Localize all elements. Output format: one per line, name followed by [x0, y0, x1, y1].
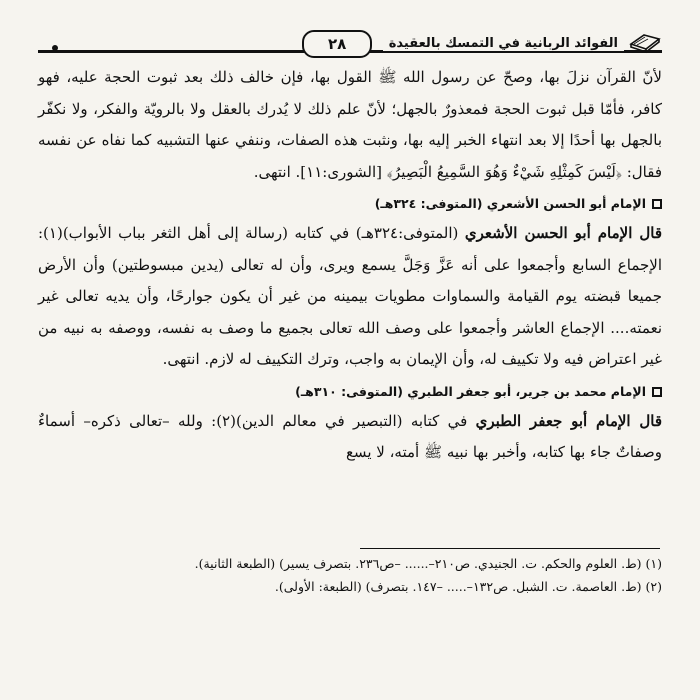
section-text: في كتابه (التبصير في معالم الدين)(٢): ولله –تعالى ذكره– أسماءٌ وصفاتٌ جاء بها كتابه، وأخبر بها نبيه ﷺ أمته، لا يسع [38, 411, 662, 461]
square-bullet-icon [652, 387, 662, 397]
main-text [38, 62, 662, 469]
header-ornament-dot [52, 45, 58, 51]
lead-phrase: قال الإمام أبو جعفر الطبري [475, 411, 662, 430]
footnote: (١) (ط. العلوم والحكم. ت. الجنيدي. ص٢١٠–...... –ص٢٣٦. بتصرف يسير) (الطبعة الثانية). [194, 556, 662, 571]
footnotes [38, 552, 662, 598]
section-paragraph [38, 218, 662, 376]
footnote: (٢) (ط. العاصمة. ت. الشبل. ص١٣٢–..... –١٤٧. بتصرف) (الطبعة: الأولى). [274, 579, 662, 594]
section-text: (المتوفى:٣٢٤هـ) في كتابه (رسالة إلى أهل الثغر بباب الأبواب)(١): الإجماع السابع وأجمعوا على أنه عَزَّ وَجَلَّ يسمع ويرى، وأن له تعالى (يدين مبسوطتين) وأن الأرض جميعا قبضته يوم القيامة والسماوات مطويات بيمينه من غير أن يكون جوارحًا، وأن يديه تعالى غير نعمته.... الإجماع العاشر وأجمعوا على وصف الله تعالى بجميع ما وصف به نفسه، ووصفه به نبيه من غير اعتراض فيه ولا تكييف له، وأن الإيمان به واجب، وترك التكييف له لازم. انتهى. [38, 224, 662, 368]
section-heading [38, 192, 662, 216]
section-heading-text: الإمام أبو الحسن الأشعري (المتوفى: ٣٢٤هـ) [374, 196, 646, 211]
book-icon [628, 30, 662, 56]
section-heading-text: الإمام محمد بن جرير، أبو جعفر الطبري (المتوفى: ٣١٠هـ) [295, 383, 646, 399]
running-header [30, 18, 670, 64]
square-bullet-icon [652, 199, 662, 209]
footnote-rule [360, 548, 660, 549]
section-heading [38, 380, 662, 404]
quote-paragraph: لأنّ القرآن نزلَ بها، وصحّ عن رسول الله ﷺ القول بها، فإن خالف ذلك بعد ثبوت الحجة عليه، فهو كافر، فأمّا قبل ثبوت الحجة فمعذورٌ بالجهل؛ لأنّ علم ذلك لا يُدرك بالعقل ولا بالرويّة والفكر، ولا نكفّر بالجهل بها أحدًا إلا بعد انتهاء الخبر إليه بها، ونثبت هذه الصفات، وننفي عنها التشبيه كما نفاه عن نفسه فقال: ﴿لَيْسَ كَمِثْلِهِ شَيْءٌ وَهُوَ السَّمِيعُ الْبَصِيرُ﴾ [الشورى:١١]. انتهى. [38, 68, 662, 181]
section-paragraph [38, 406, 662, 469]
running-title: الفوائد الربانية في التمسك بالعقيدة [383, 36, 624, 51]
page-number: ٢٨ [302, 30, 372, 58]
lead-phrase: قال الإمام أبو الحسن الأشعري [464, 224, 662, 242]
